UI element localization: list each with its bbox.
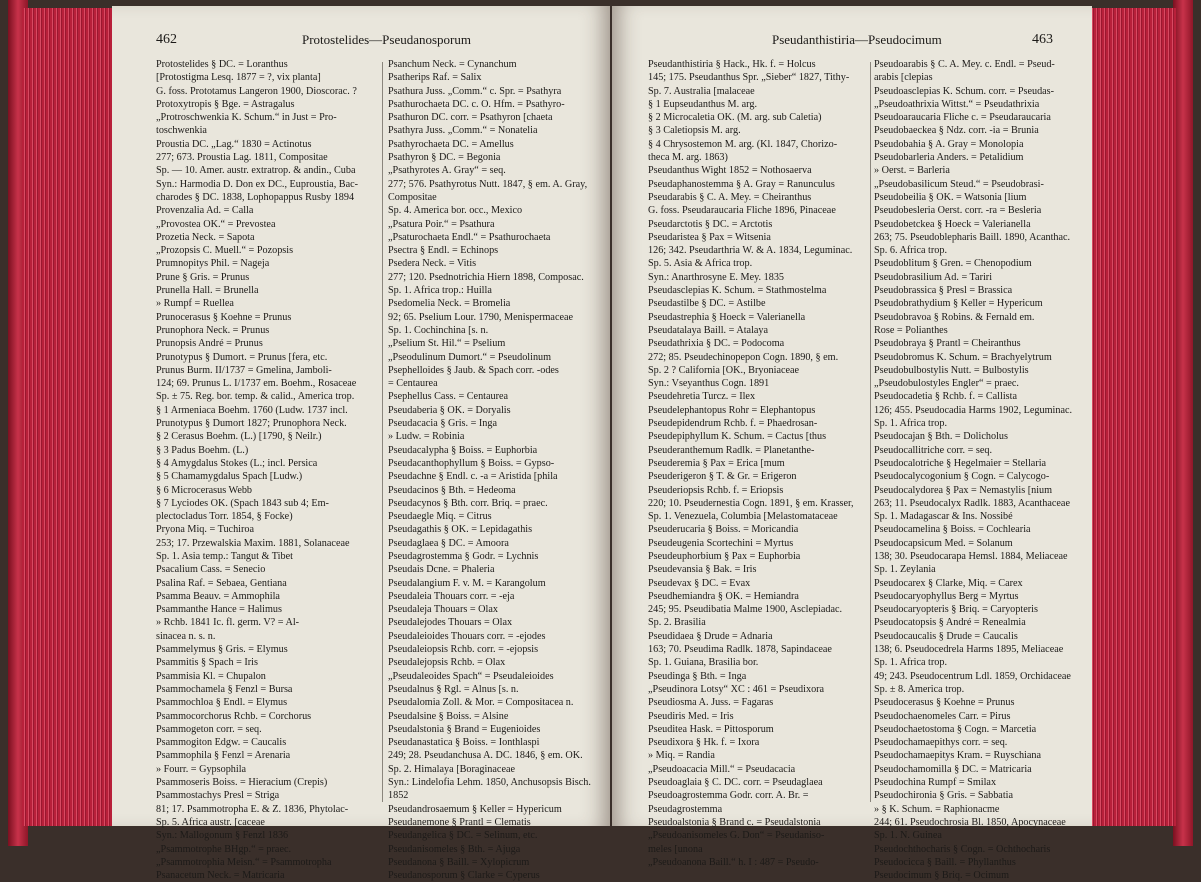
entry-line: Sp. 1. Africa trop.: Huilla	[388, 285, 492, 297]
entry-line: » Rumpf = Ruellea	[156, 298, 234, 310]
entry-line: Prunus Burm. II/1737 = Gmelina, Jamboli-	[156, 364, 332, 376]
entry-line: » Rchb. 1841 Ic. fl. germ. V? = Al-	[156, 617, 300, 629]
entry-line: „Pseudoanisomeles G. Don“ = Pseudaniso-	[648, 830, 825, 842]
entry-line: Psephellus Cass. = Centaurea	[388, 391, 509, 403]
entry-line: 244; 61. Pseudochrosia Bl. 1850, Apocynaceae	[874, 816, 1066, 828]
entry-line: Pseudocallitriche corr. = seq.	[874, 444, 993, 456]
entry-line: Sp. 1. Madagascar & Ins. Nossibé	[874, 511, 1013, 523]
entry-line: 138; 6. Pseudocedrela Harms 1895, Meliaceae	[874, 644, 1064, 656]
entry-line: Pseudaberia § OK. = Doryalis	[388, 404, 511, 416]
column-rule	[870, 62, 871, 802]
entry-line: Pseudarabis § C. A. Mey. = Cheiranthus	[648, 191, 812, 203]
entry-line: Sp. 1. Africa trop.	[874, 418, 947, 430]
entry-line: Syn.: Anarthrosyne E. Mey. 1835	[648, 271, 785, 283]
entry-line: § 3 Padus Boehm. (L.)	[156, 444, 249, 456]
entry-line: Compositae	[388, 191, 437, 203]
entry-line: Psathuron DC. corr. = Psathyron [chaeta	[388, 112, 553, 124]
entry-line: Pseudocarex § Clarke, Miq. = Carex	[874, 577, 1023, 589]
entry-line: Psammogiton Edgw. = Caucalis	[156, 737, 287, 749]
left-column-2	[388, 58, 606, 882]
entry-line: Pseudocapsicum Med. = Solanum	[874, 537, 1013, 549]
entry-line: Pseudacacia § Gris. = Inga	[388, 418, 497, 430]
entry-line: Sp. 4. America bor. occ., Mexico	[388, 205, 523, 217]
entry-line: Psammitis § Spach = Iris	[156, 657, 258, 669]
entry-line: 126; 455. Pseudocadia Harms 1902, Leguminac.	[874, 404, 1073, 416]
entry-line: Pseudocalycogonium § Cogn. = Calycogo-	[874, 471, 1050, 483]
right-page	[612, 6, 1092, 882]
entry-line: 1852	[388, 790, 409, 802]
entry-line: Pseudaleia Thouars corr. = -eja	[388, 590, 515, 602]
entry-line: 126; 342. Pseudarthria W. & A. 1834, Leguminac.	[648, 245, 853, 257]
entry-line: Prunotypus § Dumort. = Prunus [fera, etc.	[156, 351, 328, 363]
entry-line: Sp. — 10. Amer. austr. extratrop. & andin., Cuba	[156, 165, 356, 177]
entry-line: Pseudiris Med. = Iris	[648, 710, 734, 722]
entry-line: „Pseudobasilicum Steud.“ = Pseudobrasi-	[874, 178, 1044, 190]
entry-line: Pseudalangium F. v. M. = Karangolum	[388, 577, 546, 589]
entry-line: Sp. 5. Asia & Africa trop.	[648, 258, 753, 270]
entry-line: Pseudocadetia § Rchb. f. = Callista	[874, 391, 1017, 403]
entry-line: Pseuditea Hask. = Pittosporum	[648, 723, 774, 735]
entry-line: „Psammotrophia Meisn.“ = Psammotropha	[156, 856, 332, 868]
entry-line: Pseudaleioides Thouars corr. = -ejodes	[388, 630, 546, 642]
page-edges-right	[1086, 8, 1176, 826]
entry-line: 249; 28. Pseudanchusa A. DC. 1846, § em. OK.	[388, 750, 583, 762]
entry-line: 81; 17. Psammotropha E. & Z. 1836, Phytolac-	[156, 803, 349, 815]
entry-line: Prunotypus § Dumort 1827; Prunophora Neck.	[156, 418, 347, 430]
entry-line: Pseudochamomilla § DC. = Matricaria	[874, 763, 1032, 775]
entry-line: „Psaturochaeta Endl.“ = Psathurochaeta	[388, 231, 551, 243]
entry-line: 138; 30. Pseudocarapa Hemsl. 1884, Meliaceae	[874, 550, 1068, 562]
entry-line: Pseudarctotis § DC. = Arctotis	[648, 218, 773, 230]
book-spine-right	[1173, 0, 1193, 846]
running-head: Pseudanthistiria—Pseudocimum	[772, 32, 942, 47]
entry-line: Pseudeuphorbium § Pax = Euphorbia	[648, 550, 801, 562]
entry-line: Pseudacinos § Bth. = Hedeoma	[388, 484, 516, 496]
entry-line: § 2 Cerasus Boehm. (L.) [1790, § Neilr.)	[156, 431, 322, 443]
entry-line: Sp. 2 ? California [OK., Bryoniaceae	[648, 364, 800, 376]
entry-line: § 3 Caletiopsis M. arg.	[648, 125, 741, 137]
entry-line: Pseudixora § Hk. f. = Ixora	[648, 737, 760, 749]
entry-line: Pseudocerasus § Koehne = Prunus	[874, 697, 1015, 709]
entry-line: Pseudais Dcne. = Phaleria	[388, 564, 495, 576]
column-rule	[382, 62, 383, 802]
entry-line: Pseudalomia Zoll. & Mor. = Compositacea n.	[388, 697, 574, 709]
entry-line: Pseudoaglaia § C. DC. corr. = Pseudaglaea	[648, 777, 823, 789]
entry-line: § 1 Eupseudanthus M. arg.	[648, 98, 758, 110]
entry-line: Prune § Gris. = Prunus	[156, 271, 250, 283]
entry-line: „Pseudoathrixia Wittst.“ = Pseudathrixia	[874, 98, 1040, 110]
page-edges-left	[22, 8, 112, 826]
entry-line: Pseudanemone § Prantl = Clematis	[388, 816, 531, 828]
entry-line: Pseudocalydorea § Pax = Nemastylis [nium	[874, 484, 1053, 496]
entry-line: Pseuderiopsis Rchb. f. = Eriopsis	[648, 484, 784, 496]
entry-line: Pseudacynos § Bth. corr. Briq. = praec.	[388, 497, 548, 509]
entry-line: Pseudobravoa § Robins. & Fernald em.	[874, 311, 1035, 323]
entry-line: Pseudeugenia Scortechini = Myrtus	[648, 537, 794, 549]
entry-line: Psammostachys Presl = Striga	[156, 790, 280, 802]
right-column-1	[648, 58, 868, 869]
entry-line: „Pselium St. Hil.“ = Pselium	[388, 338, 506, 350]
entry-line: Pseudobesleria Oerst. corr. -ra = Besleria	[874, 205, 1042, 217]
entry-line: Pseudoagrostemma Godr. corr. A. Br. =	[648, 790, 809, 802]
entry-line: Pseudacanthophyllum § Boiss. = Gypso-	[388, 457, 555, 469]
entry-line: Psammoseris Boiss. = Hieracium (Crepis)	[156, 777, 328, 789]
entry-line: Pseudanastatica § Boiss. = Ionthlaspi	[388, 737, 540, 749]
entry-line: Proustia DC. „Lag.“ 1830 = Actinotus	[156, 138, 312, 150]
entry-line: Pseudaleiopsis Rchb. corr. = -ejopsis	[388, 644, 539, 656]
entry-line: Pseudocaryopteris § Briq. = Caryopteris	[874, 604, 1038, 616]
entry-line: Sp. 1. Cochinchina [s. n.	[388, 324, 489, 336]
entry-line: Psedera Neck. = Vitis	[388, 258, 477, 270]
entry-line: Pseudanosporum § Clarke = Cyperus	[388, 870, 540, 882]
entry-line: Pseudiosma A. Juss. = Fagaras	[648, 697, 774, 709]
entry-line: Sp. 2. Brasilia	[648, 617, 706, 629]
entry-line: 277; 576. Psathyrotus Nutt. 1847, § em. A. Gray,	[388, 178, 588, 190]
entry-line: Pseudocimum § Briq. = Ocimum	[874, 870, 1010, 882]
entry-line: Pseudhemiandra § OK. = Hemiandra	[648, 590, 799, 602]
entry-line: arabis [clepias	[874, 72, 933, 84]
entry-line: Pseudobraya § Prantl = Cheiranthus	[874, 338, 1021, 350]
entry-line: Psammanthe Hance = Halimus	[156, 604, 282, 616]
entry-line: § 5 Chamamygdalus Spach [Ludw.)	[156, 471, 303, 483]
entry-line: Provenzalia Ad. = Calla	[156, 205, 254, 217]
entry-line: » Ludw. = Robinia	[388, 431, 465, 443]
entry-line: G. foss. Prototamus Langeron 1900, Dioscorac. ?	[156, 85, 357, 97]
entry-line: Pseudevansia § Bak. = Iris	[648, 564, 757, 576]
entry-line: Pseudanthus Wight 1852 = Nothosaerva	[648, 165, 812, 177]
entry-line: „Pseudaleoides Spach“ = Pseudaleioides	[388, 670, 554, 682]
entry-line: Pseudobulbostylis Nutt. = Bulbostylis	[874, 364, 1029, 376]
entry-line: Pseudaphanostemma § A. Gray = Ranunculus	[648, 178, 835, 190]
entry-line: Pseudocatopsis § André = Renealmia	[874, 617, 1026, 629]
running-head: Protostelides—Pseudanosporum	[302, 32, 471, 47]
entry-line: Pseudagathis § OK. = Lepidagathis	[388, 524, 533, 536]
entry-line: Pseudepiphyllum K. Schum. = Cactus [thus	[648, 431, 827, 443]
entry-line: Pseudocicca § Baill. = Phyllanthus	[874, 856, 1016, 868]
entry-line: Pseudobaeckea § Ndz. corr. -ia = Brunia	[874, 125, 1039, 137]
entry-line: Psathurochaeta DC. c. O. Hfm. = Psathyro-	[388, 98, 565, 110]
entry-line: Psanchum Neck. = Cynanchum	[388, 59, 517, 70]
entry-line: Pseudalejodes Thouars = Olax	[388, 617, 513, 629]
entry-line: Prunopsis André = Prunus	[156, 338, 263, 350]
entry-line: Pseudathrixia § DC. = Podocoma	[648, 338, 785, 350]
entry-line: Psammogeton corr. = seq.	[156, 723, 262, 735]
entry-line: 272; 85. Pseudechinopepon Cogn. 1890, § em.	[648, 351, 839, 363]
entry-line: Pseudobrathydium § Keller = Hypericum	[874, 298, 1043, 310]
entry-line: Sp. 5. Africa austr. [caceae	[156, 816, 265, 828]
entry-line: Syn.: Harmodia D. Don ex DC., Euproustia, Bac-	[156, 178, 359, 190]
entry-line: Pseudochamaepithys corr. = seq.	[874, 737, 1008, 749]
entry-line: Psatherips Raf. = Salix	[388, 72, 482, 84]
entry-line: „Pseudoacacia Mill.“ = Pseudacacia	[648, 763, 796, 775]
entry-line: Pseudaleja Thouars = Olax	[388, 604, 498, 616]
entry-line: Psathyra Juss. „Comm.“ = Nonatelia	[388, 125, 538, 137]
entry-line: » Oerst. = Barleria	[874, 165, 950, 177]
entry-line: Pseudanthistiria § Hack., Hk. f. = Holcus	[648, 59, 816, 70]
entry-line: Pseudobrasilium Ad. = Tariri	[874, 271, 993, 283]
entry-line: 263; 11. Pseudocalyx Radlk. 1883, Acanthaceae	[874, 497, 1070, 509]
entry-line: Pseudasclepias K. Schum. = Stathmostelma	[648, 285, 827, 297]
entry-line: 277; 673. Proustia Lag. 1811, Compositae	[156, 152, 328, 164]
entry-line: Psedomelia Neck. = Bromelia	[388, 298, 511, 310]
entry-line: Prunophora Neck. = Prunus	[156, 324, 270, 336]
entry-line: Pseudocalotriche § Hegelmaier = Stellaria	[874, 457, 1047, 469]
entry-line: Psammocorchorus Rchb. = Corchorus	[156, 710, 312, 722]
entry-line: Pseudinga § Bth. = Inga	[648, 670, 747, 682]
entry-line: Syn.: Mallogonum § Fenzl 1836	[156, 830, 289, 842]
entry-line: Prozetia Neck. = Sapota	[156, 231, 255, 243]
entry-line: Psathura Juss. „Comm.“ c. Spr. = Psathyra	[388, 85, 562, 97]
entry-line: Pseudastilbe § DC. = Astilbe	[648, 298, 766, 310]
entry-line: Prumnopitys Phil. = Nageja	[156, 258, 270, 270]
entry-line: Pseuderucaria § Boiss. = Moricandia	[648, 524, 799, 536]
entry-line: Pseudoblitum § Gren. = Chenopodium	[874, 258, 1032, 270]
entry-line: Psammisia Kl. = Chupalon	[156, 670, 266, 682]
entry-line: Pseudanisomeles § Bth. = Ajuga	[388, 843, 521, 855]
entry-line: 253; 17. Przewalskia Maxim. 1881, Solanaceae	[156, 537, 350, 549]
entry-line: G. foss. Pseudaraucaria Fliche 1896, Pinaceae	[648, 205, 836, 217]
entry-line: Pseudagrostemma	[648, 803, 723, 815]
entry-line: „Provostea OK.“ = Prevostea	[156, 218, 276, 230]
entry-line: 220; 10. Pseudernestia Cogn. 1891, § em. Krasser,	[648, 497, 854, 509]
entry-line: Psanacetum Neck. = Matricaria	[156, 870, 285, 882]
entry-line: Pseudoaraucaria Fliche c. = Pseudaraucaria	[874, 112, 1051, 124]
entry-line: Pseudocamelina § Boiss. = Cochlearia	[874, 524, 1031, 536]
entry-line: Pseudagrostemma § Godr. = Lychnis	[388, 550, 539, 562]
entry-line: „Prozopsis C. Muell.“ = Pozopsis	[156, 245, 294, 257]
entry-line: „Protroschwenkia K. Schum.“ in Just = Pro-	[156, 112, 337, 124]
entry-line: toschwenkia	[156, 125, 207, 137]
entry-line: Sp. 1. Asia temp.: Tangut & Tibet	[156, 550, 293, 562]
entry-line: Pseudandrosaemum § Keller = Hypericum	[388, 803, 562, 815]
entry-line: Sp. 2. Himalaya [Boraginaceae	[388, 763, 516, 775]
entry-line: Sp. 1. Venezuela, Columbia [Melastomataceae	[648, 511, 838, 523]
entry-line: Pseudalejopsis Rchb. = Olax	[388, 657, 506, 669]
left-page	[112, 6, 610, 882]
entry-line: Pseudanona § Baill. = Xylopicrum	[388, 856, 530, 868]
entry-line: Pseudevax § DC. = Evax	[648, 577, 751, 589]
entry-line: 163; 70. Pseudima Radlk. 1878, Sapindaceae	[648, 644, 832, 656]
entry-line: 245; 95. Pseudibatia Malme 1900, Asclepiadac.	[648, 604, 843, 616]
entry-line: Pseudalstonia § Brand = Eugenioides	[388, 723, 541, 735]
entry-line: Pseudehretia Turcz. = Ilex	[648, 391, 756, 403]
entry-line: Pseudaristea § Pax = Witsenia	[648, 231, 771, 243]
entry-line: » § K. Schum. = Raphionacme	[874, 803, 1000, 815]
entry-line: sinacea n. s. n.	[156, 630, 216, 642]
page-number: 462	[156, 32, 177, 47]
entry-line: § 6 Microcerasus Webb	[156, 484, 253, 496]
entry-line: Psamma Beauv. = Ammophila	[156, 590, 280, 602]
entry-line: „Psammotrophe BHgp.“ = praec.	[156, 843, 292, 855]
entry-line: Sp. 7. Australia [malaceae	[648, 85, 755, 97]
entry-line: Pseuderanthemum Radlk. = Planetanthe-	[648, 444, 815, 456]
entry-line: Pseudochaetostoma § Cogn. = Marcetia	[874, 723, 1037, 735]
entry-line: = Centaurea	[388, 378, 438, 390]
entry-line: charodes § DC. 1838, Lophopappus Rusby 1894	[156, 191, 355, 203]
entry-line: Pseudochamaepitys Kram. = Ruyschiana	[874, 750, 1042, 762]
entry-line: Pseudobetckea § Hoeck = Valerianella	[874, 218, 1031, 230]
entry-line: „Psatura Poir.“ = Psathura	[388, 218, 495, 230]
entry-line: Pseudacalypha § Boiss. = Euphorbia	[388, 444, 538, 456]
entry-line: Pseuderemia § Pax = Erica [mum	[648, 457, 785, 469]
entry-line: Pseudidaea § Drude = Adnaria	[648, 630, 773, 642]
entry-line: Pryona Miq. = Tuchiroa	[156, 524, 255, 536]
entry-line: Pseudochthocharis § Cogn. = Ochthocharis	[874, 843, 1051, 855]
entry-line: Psammochamela § Fenzl = Bursa	[156, 683, 293, 695]
entry-line: Syn.: Vseyanthus Cogn. 1891	[648, 378, 770, 390]
entry-line: Pseuderigeron § T. & Gr. = Erigeron	[648, 471, 797, 483]
entry-line: § 7 Lyciodes OK. (Spach 1843 sub 4; Em-	[156, 497, 329, 509]
entry-line: Pseudoasclepias K. Schum. corr. = Pseudas-	[874, 85, 1055, 97]
entry-line: Psephelloides § Jaub. & Spach corr. -odes	[388, 364, 559, 376]
entry-line: Protoxytropis § Bge. = Astragalus	[156, 98, 295, 110]
entry-line: Sp. ± 75. Reg. bor. temp. & calid., America trop.	[156, 391, 355, 403]
entry-line: „Pseudoanona Baill.“ h. I : 487 = Pseudo-	[648, 856, 819, 868]
entry-line: Pseudobeilia § OK. = Watsonia [lium	[874, 191, 1027, 203]
entry-line: 277; 120. Psednotrichia Hiern 1898, Composac.	[388, 271, 584, 283]
entry-line: Psectra § Endl. = Echinops	[388, 245, 499, 257]
entry-line: 263; 75. Pseudoblepharis Baill. 1890, Acanthac.	[874, 231, 1071, 243]
entry-line: Psacalium Cass. = Senecio	[156, 564, 266, 576]
entry-line: „Psathyrotes A. Gray“ = seq.	[388, 165, 506, 177]
entry-line: » Miq. = Randia	[648, 750, 715, 762]
entry-line: Prunocerasus § Koehne = Prunus	[156, 311, 292, 323]
entry-line: „Pseudobulostyles Engler“ = praec.	[874, 378, 1019, 390]
entry-line: Sp. 1. N. Guinea	[874, 830, 942, 842]
entry-line: Pseudelephantopus Rohr = Elephantopus	[648, 404, 816, 416]
entry-line: „Pseudinora Lotsy“ XC : 461 = Pseudixora	[648, 683, 825, 695]
entry-line: Rose = Polianthes	[874, 324, 948, 336]
entry-line: meles [unona	[648, 843, 703, 855]
page-number: 463	[1032, 32, 1053, 47]
entry-line: Pseudangelica § DC. = Selinum, etc.	[388, 830, 538, 842]
entry-line: Psathyrochaeta DC. = Amellus	[388, 138, 514, 150]
entry-line: Pseudaglaea § DC. = Amoora	[388, 537, 509, 549]
entry-line: „Pseodulinum Dumort.“ = Pseudolinum	[388, 351, 552, 363]
entry-line: Pseudoalstonia § Brand c. = Pseudalstonia	[648, 816, 821, 828]
entry-line: Pseudocaucalis § Drude = Caucalis	[874, 630, 1018, 642]
entry-line: § 4 Amygdalus Stokes (L.; incl. Persica	[156, 457, 318, 469]
entry-line: Sp. 1. Africa trop.	[874, 657, 947, 669]
entry-line: 92; 65. Pselium Lour. 1790, Menispermaceae	[388, 311, 574, 323]
entry-line: Pseudalsine § Boiss. = Alsine	[388, 710, 509, 722]
entry-line: § 4 Chrysostemon M. arg. (Kl. 1847, Chorizo-	[648, 138, 838, 150]
entry-line: Pseudachne § Endl. c. -a = Aristida [phila	[388, 471, 558, 483]
entry-line: Prunella Hall. = Brunella	[156, 285, 259, 297]
entry-line: 49; 243. Pseudocentrum Ldl. 1859, Orchidaceae	[874, 670, 1071, 682]
entry-line: Pseudochaenomeles Carr. = Pirus	[874, 710, 1011, 722]
entry-line: Pseudobahia § A. Gray = Monolopia	[874, 138, 1024, 150]
entry-line: Pseudatalaya Baill. = Atalaya	[648, 324, 769, 336]
entry-line: Protostelides § DC. = Loranthus	[156, 59, 288, 70]
entry-line: [Protostigma Lesq. 1877 = ?, vix planta]	[156, 72, 321, 84]
entry-line: Sp. ± 8. America trop.	[874, 683, 965, 695]
entry-line: Sp. 1. Guiana, Brasilia bor.	[648, 657, 759, 669]
entry-line: Psammophila § Fenzl = Arenaria	[156, 750, 291, 762]
entry-line: Pseudocajan § Bth. = Dolicholus	[874, 431, 1008, 443]
entry-line: Pseudobrassica § Presl = Brassica	[874, 285, 1013, 297]
entry-line: 124; 69. Prunus L. I/1737 em. Boehm., Rosaceae	[156, 378, 357, 390]
entry-line: Pseudastrephia § Hoeck = Valerianella	[648, 311, 806, 323]
entry-line: Psammelymus § Gris. = Elymus	[156, 644, 288, 656]
entry-line: § 1 Armeniaca Boehm. 1760 (Ludw. 1737 incl.	[156, 404, 348, 416]
entry-line: 145; 175. Pseudanthus Spr. „Sieber“ 1827, Tithy-	[648, 72, 850, 84]
entry-line: Pseudobarleria Anders. = Petalidium	[874, 152, 1024, 164]
entry-line: » Fourr. = Gypsophila	[156, 763, 247, 775]
entry-line: Psammochloa § Endl. = Elymus	[156, 697, 288, 709]
entry-line: Psathyron § DC. = Begonia	[388, 152, 501, 164]
entry-line: Pseudalnus § Rgl. = Alnus [s. n.	[388, 683, 519, 695]
entry-line: Psalina Raf. = Sebaea, Gentiana	[156, 577, 287, 589]
left-column-1	[156, 58, 378, 882]
entry-line: Pseudochironia § Gris. = Sabbatia	[874, 790, 1014, 802]
entry-line: Sp. 6. Africa trop.	[874, 245, 947, 257]
entry-line: Pseudepidendrum Rchb. f. = Phaedrosan-	[648, 418, 818, 430]
right-column-2	[874, 58, 1088, 882]
entry-line: Sp. 1. Zeylania	[874, 564, 936, 576]
entry-line: Pseudoarabis § C. A. Mey. c. Endl. = Pseud-	[874, 59, 1055, 70]
entry-line: Pseudocaryophyllus Berg = Myrtus	[874, 590, 1019, 602]
entry-line: plectocladus Torr. 1854, § Focke)	[156, 511, 293, 523]
entry-line: Pseudaegle Miq. = Citrus	[388, 511, 492, 523]
entry-line: Pseudochina Rumpf = Smilax	[874, 777, 997, 789]
entry-line: Pseudobromus K. Schum. = Brachyelytrum	[874, 351, 1052, 363]
entry-line: § 2 Microcaletia OK. (M. arg. sub Caletia)	[648, 112, 822, 124]
entry-line: Syn.: Lindelofia Lehm. 1850, Anchusopsis Bisch.	[388, 777, 591, 789]
entry-line: theca M. arg. 1863)	[648, 152, 728, 164]
